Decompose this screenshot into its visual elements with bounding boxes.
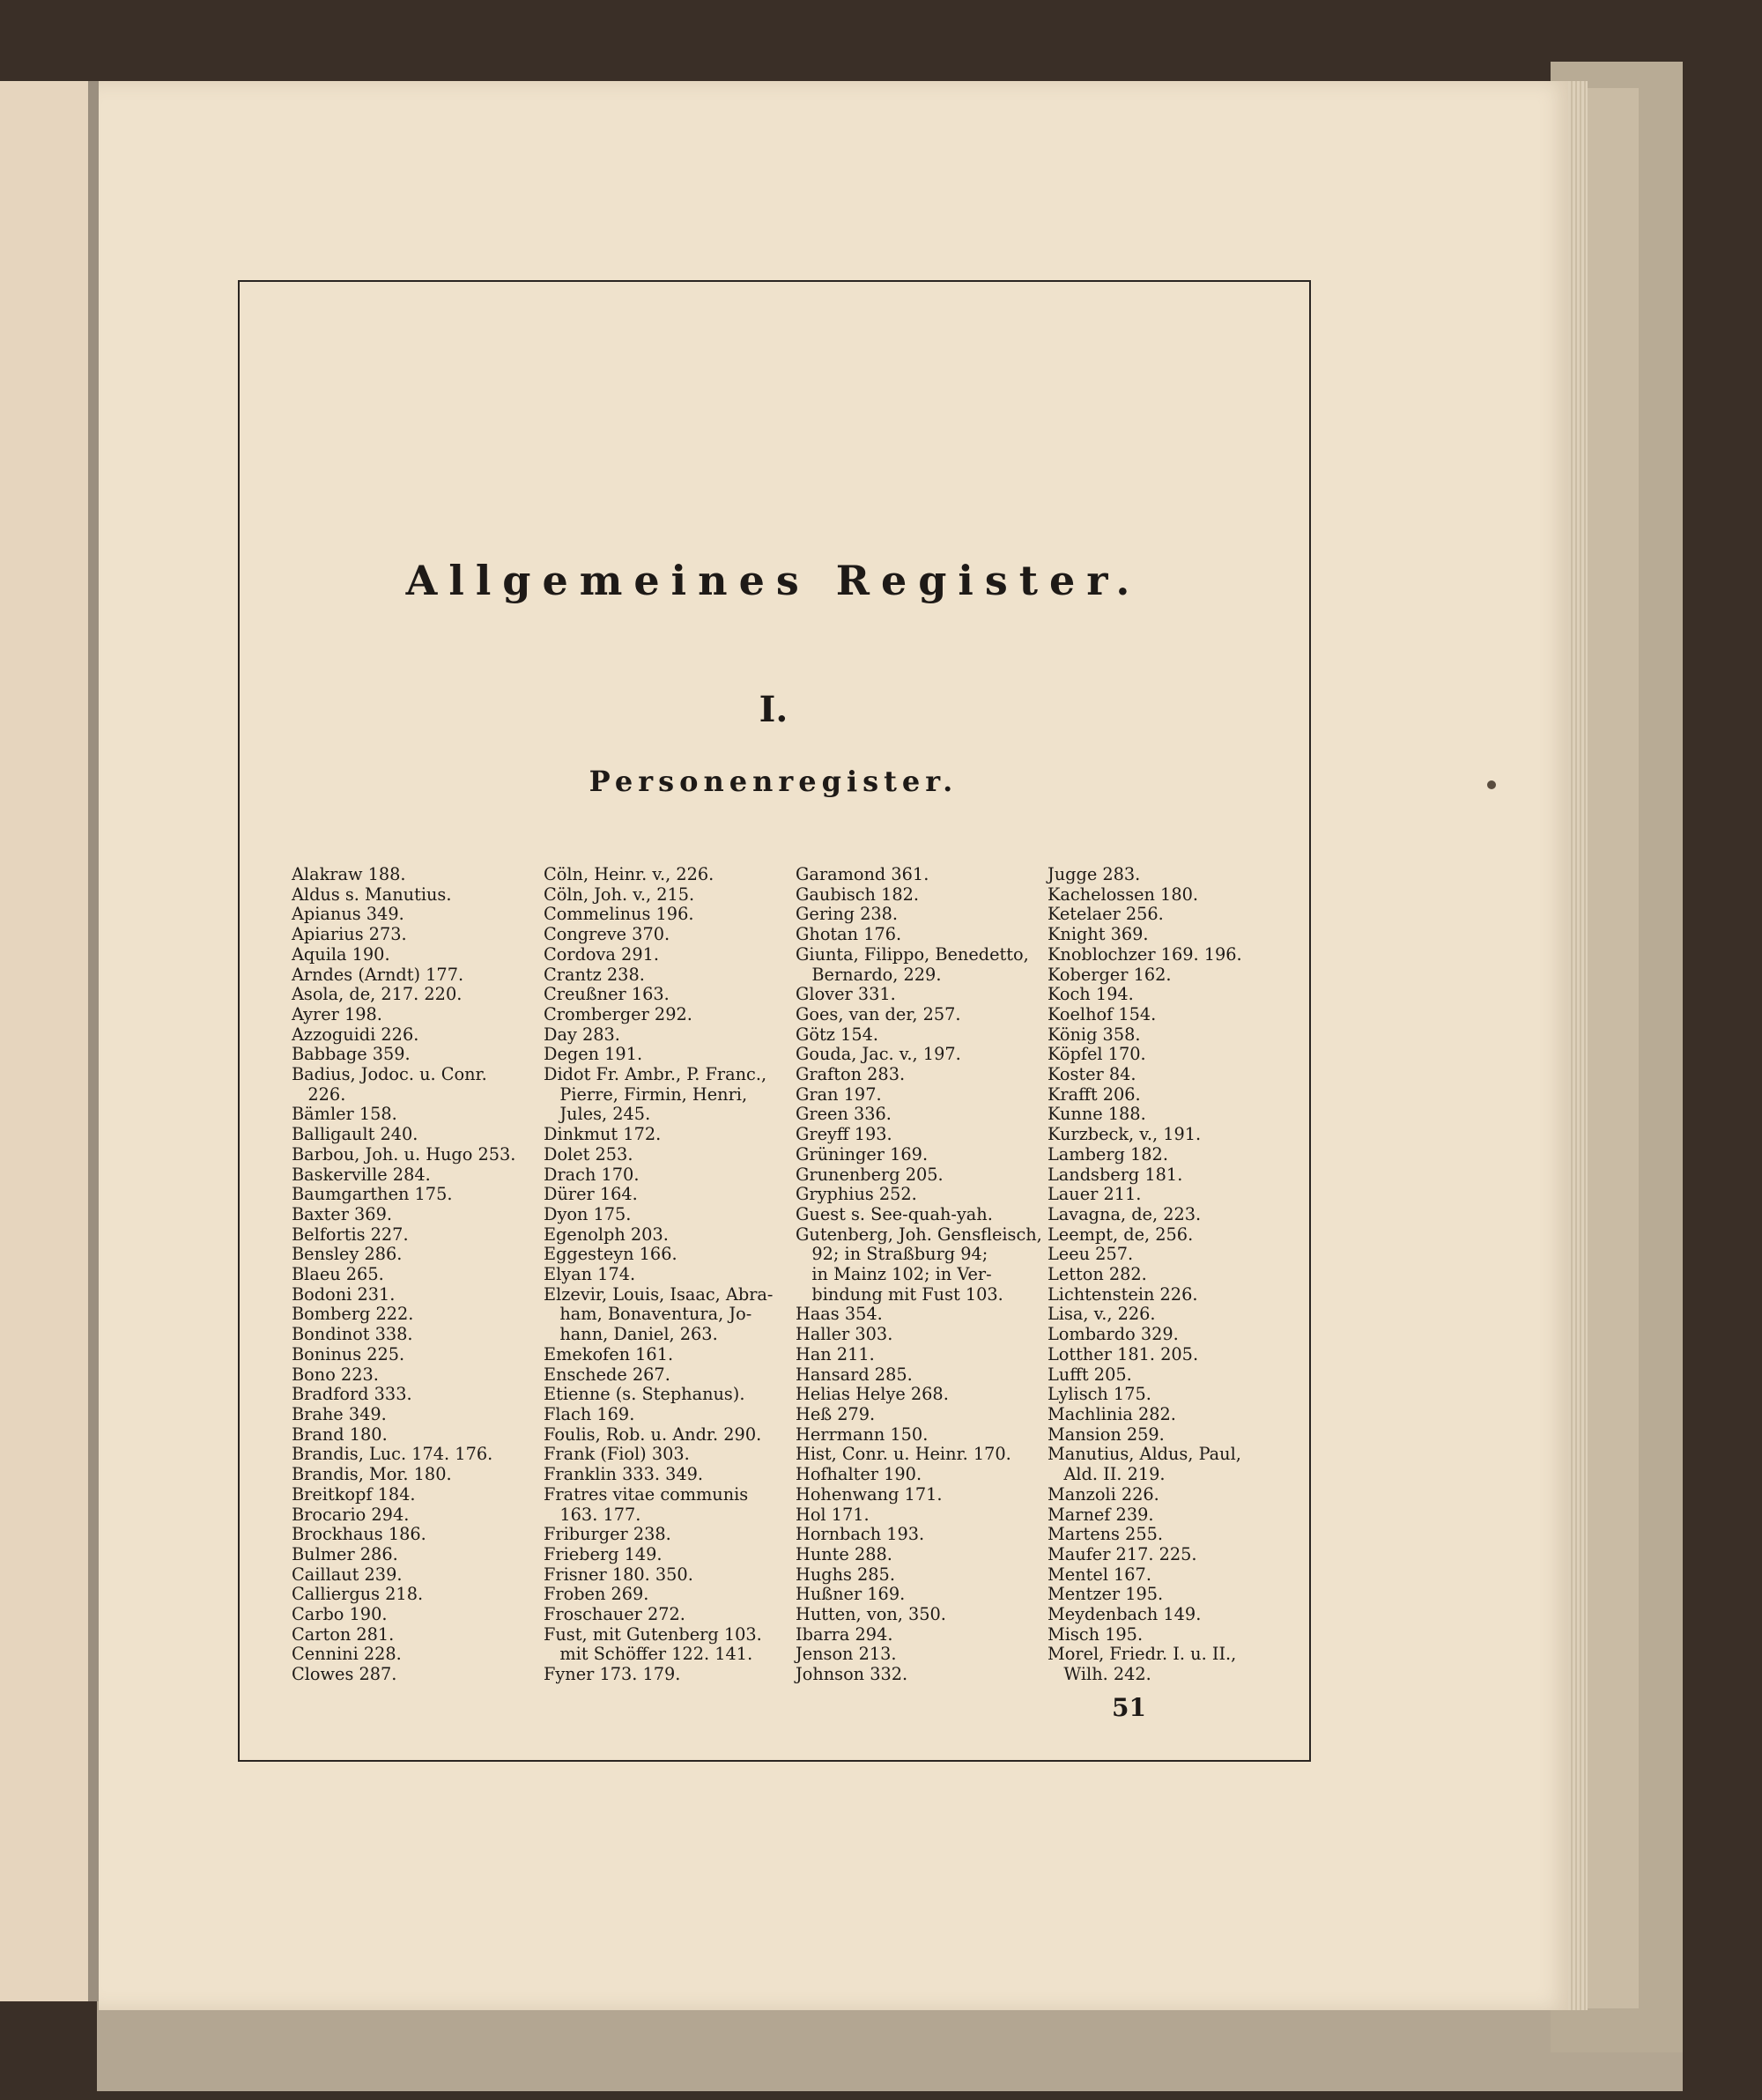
index-entry: Meydenbach 149. <box>1048 1604 1202 1625</box>
index-entry: Green 336. <box>796 1104 892 1125</box>
section-subtitle: Personenregister. <box>589 765 959 798</box>
index-entry: Bulmer 286. <box>292 1543 398 1564</box>
index-entry: Friburger 238. <box>544 1524 671 1545</box>
index-entry: Ibarra 294. <box>796 1623 893 1645</box>
index-entry: Wilh. 242. <box>1048 1664 1151 1685</box>
index-entry: Mansion 259. <box>1048 1423 1165 1445</box>
index-entry: Frieberg 149. <box>544 1543 663 1564</box>
index-entry: Gryphius 252. <box>796 1184 917 1205</box>
index-entry: Ayrer 198. <box>292 1003 382 1024</box>
index-entry: Froschauer 272. <box>544 1604 685 1625</box>
index-entry: Asola, de, 217. 220. <box>292 984 463 1005</box>
index-entry: Lichtenstein 226. <box>1048 1283 1198 1305</box>
index-entry: Aquila 190. <box>292 943 390 965</box>
index-entry: Jules, 245. <box>544 1104 651 1125</box>
index-entry: Brand 180. <box>292 1423 388 1445</box>
index-entry: Barbou, Joh. u. Hugo 253. <box>292 1143 516 1165</box>
index-entry: Blaeu 265. <box>292 1264 384 1285</box>
index-entry: Brocario 294. <box>292 1504 410 1525</box>
index-entry: Misch 195. <box>1048 1623 1144 1645</box>
index-entry: Fust, mit Gutenberg 103. <box>544 1623 762 1645</box>
index-entry: Enschede 267. <box>544 1364 670 1385</box>
index-entry: Hohenwang 171. <box>796 1483 943 1505</box>
index-entry: Badius, Jodoc. u. Conr. <box>292 1064 487 1085</box>
index-entry: Leempt, de, 256. <box>1048 1224 1194 1245</box>
index-entry: Knight 369. <box>1048 924 1149 945</box>
index-entry: Breitkopf 184. <box>292 1483 416 1505</box>
index-entry: Kurzbeck, v., 191. <box>1048 1124 1202 1145</box>
page-title: Allgemeines Register. <box>405 557 1142 604</box>
index-entry: 92; in Straßburg 94; <box>796 1244 988 1265</box>
index-entry: Flach 169. <box>544 1403 635 1424</box>
index-entry: Cromberger 292. <box>544 1003 692 1024</box>
index-entry: Hofhalter 190. <box>796 1464 922 1485</box>
index-entry: Gran 197. <box>796 1083 882 1105</box>
index-entry: Emekofen 161. <box>544 1343 674 1364</box>
index-entry: Pierre, Firmin, Henri, <box>544 1083 748 1105</box>
index-entry: Balligault 240. <box>292 1124 418 1145</box>
index-entry: Ketelaer 256. <box>1048 904 1164 925</box>
index-entry: Grafton 283. <box>796 1064 906 1085</box>
index-entry: Landsberg 181. <box>1048 1164 1183 1185</box>
index-entry: in Mainz 102; in Ver- <box>796 1264 992 1285</box>
index-entry: Bämler 158. <box>292 1104 397 1125</box>
index-entry: Froben 269. <box>544 1584 649 1605</box>
index-entry: 226. <box>292 1083 346 1105</box>
index-entry: Brockhaus 186. <box>292 1524 426 1545</box>
index-entry: Lamberg 182. <box>1048 1143 1168 1165</box>
index-entry: Boninus 225. <box>292 1343 405 1364</box>
index-entry: Hughs 285. <box>796 1564 895 1585</box>
index-entry: hann, Daniel, 263. <box>544 1324 718 1345</box>
index-entry: Cöln, Heinr. v., 226. <box>544 864 714 884</box>
index-entry: Lisa, v., 226. <box>1048 1304 1156 1325</box>
index-entry: Gouda, Jac. v., 197. <box>796 1044 961 1065</box>
index-entry: Kachelossen 180. <box>1048 884 1198 905</box>
left-page <box>0 81 91 2001</box>
index-entry: Creußner 163. <box>544 984 670 1005</box>
index-entry: Manutius, Aldus, Paul, <box>1048 1444 1241 1465</box>
index-entry: Frank (Fiol) 303. <box>544 1444 690 1465</box>
index-column-4 <box>1048 865 1299 1685</box>
index-entry: ham, Bonaventura, Jo- <box>544 1304 752 1325</box>
index-entry: Calliergus 218. <box>292 1584 424 1605</box>
index-entry: Hist, Conr. u. Heinr. 170. <box>796 1444 1011 1465</box>
index-entry: Ald. II. 219. <box>1048 1464 1166 1485</box>
index-entry: Guest s. See-quah-yah. <box>796 1203 993 1224</box>
index-column-2 <box>544 865 795 1685</box>
index-column-1 <box>292 865 543 1685</box>
index-entry: Drach 170. <box>544 1164 640 1185</box>
section-number: I. <box>759 689 788 730</box>
index-entry: Hunte 288. <box>796 1543 892 1564</box>
index-entry: Cordova 291. <box>544 943 659 965</box>
index-entry: Maufer 217. 225. <box>1048 1543 1197 1564</box>
page-edges <box>1568 81 1588 2010</box>
index-entry: Lombardo 329. <box>1048 1324 1179 1345</box>
index-entry: Grunenberg 205. <box>796 1164 944 1185</box>
index-entry: Greyff 193. <box>796 1124 892 1145</box>
index-entry: Kunne 188. <box>1048 1104 1146 1125</box>
index-entry: Lavagna, de, 223. <box>1048 1203 1202 1224</box>
index-entry: Bensley 286. <box>292 1244 403 1265</box>
index-entry: Martens 255. <box>1048 1524 1163 1545</box>
index-entry: Carton 281. <box>292 1623 395 1645</box>
index-entry: Koberger 162. <box>1048 964 1172 985</box>
index-entry: Lylisch 175. <box>1048 1384 1151 1405</box>
book-cover-bottom <box>97 2000 1683 2091</box>
index-entry: Dolet 253. <box>544 1143 633 1165</box>
index-entry: Garamond 361. <box>796 864 929 884</box>
paper-spot <box>1487 780 1496 789</box>
index-entry: Bodoni 231. <box>292 1283 396 1305</box>
index-entry: Götz 154. <box>796 1024 878 1045</box>
index-entry: Degen 191. <box>544 1044 643 1065</box>
index-entry: Dürer 164. <box>544 1184 638 1205</box>
index-entry: Caillaut 239. <box>292 1564 403 1585</box>
index-entry: Egenolph 203. <box>544 1224 669 1245</box>
index-entry: Carbo 190. <box>292 1604 388 1625</box>
index-entry: Ghotan 176. <box>796 924 902 945</box>
index-entry: Bomberg 222. <box>292 1304 414 1325</box>
index-entry: Haller 303. <box>796 1324 893 1345</box>
index-entry: Lufft 205. <box>1048 1364 1132 1385</box>
index-entry: Alakraw 188. <box>292 864 406 884</box>
index-entry: Helias Helye 268. <box>796 1384 949 1405</box>
index-entry: Fyner 173. 179. <box>544 1664 681 1685</box>
index-entry: Baumgarthen 175. <box>292 1184 453 1205</box>
index-entry: Herrmann 150. <box>796 1423 929 1445</box>
index-entry: Frisner 180. 350. <box>544 1564 693 1585</box>
index-entry: Didot Fr. Ambr., P. Franc., <box>544 1064 767 1085</box>
index-entry: Cennini 228. <box>292 1644 402 1665</box>
index-entry: 163. 177. <box>544 1504 641 1525</box>
index-entry: Koster 84. <box>1048 1064 1136 1085</box>
index-entry: Commelinus 196. <box>544 904 694 925</box>
page-number: 51 <box>1112 1693 1146 1722</box>
index-entry: Krafft 206. <box>1048 1083 1141 1105</box>
index-entry: Gaubisch 182. <box>796 884 919 905</box>
index-entry: Babbage 359. <box>292 1044 411 1065</box>
index-entry: Day 283. <box>544 1024 620 1045</box>
index-entry: Elzevir, Louis, Isaac, Abra- <box>544 1283 774 1305</box>
index-entry: Hußner 169. <box>796 1584 906 1605</box>
index-entry: Elyan 174. <box>544 1264 636 1285</box>
index-entry: Lauer 211. <box>1048 1184 1142 1205</box>
index-entry: Arndes (Arndt) 177. <box>292 964 464 985</box>
index-column-3 <box>796 865 1047 1685</box>
index-entry: Cöln, Joh. v., 215. <box>544 884 695 905</box>
index-entry: Baxter 369. <box>292 1203 392 1224</box>
index-entry: Fratres vitae communis <box>544 1483 749 1505</box>
index-entry: Haas 354. <box>796 1304 883 1325</box>
index-entry: Bono 223. <box>292 1364 379 1385</box>
index-entry: Goes, van der, 257. <box>796 1003 961 1024</box>
index-entry: Koelhof 154. <box>1048 1003 1157 1024</box>
index-entry: Hornbach 193. <box>796 1524 925 1545</box>
index-entry: Morel, Friedr. I. u. II., <box>1048 1644 1237 1665</box>
index-entry: Brandis, Luc. 174. 176. <box>292 1444 493 1465</box>
index-entry: Clowes 287. <box>292 1664 397 1685</box>
index-entry: Azzoguidi 226. <box>292 1024 419 1045</box>
index-entry: Aldus s. Manutius. <box>292 884 452 905</box>
index-entry: Gutenberg, Joh. Gensfleisch, <box>796 1224 1042 1245</box>
index-entry: Congreve 370. <box>544 924 670 945</box>
index-entry: Mentel 167. <box>1048 1564 1151 1585</box>
index-entry: Baskerville 284. <box>292 1164 431 1185</box>
index-entry: Etienne (s. Stephanus). <box>544 1384 745 1405</box>
index-entry: Dyon 175. <box>544 1203 632 1224</box>
index-entry: Giunta, Filippo, Benedetto, <box>796 943 1029 965</box>
index-entry: Apiarius 273. <box>292 924 407 945</box>
index-entry: Heß 279. <box>796 1403 876 1424</box>
index-entry: Koch 194. <box>1048 984 1134 1005</box>
index-entry: Köpfel 170. <box>1048 1044 1146 1065</box>
index-entry: Jenson 213. <box>796 1644 897 1665</box>
index-entry: Crantz 238. <box>544 964 645 985</box>
index-entry: Foulis, Rob. u. Andr. 290. <box>544 1423 762 1445</box>
index-entry: Hansard 285. <box>796 1364 913 1385</box>
index-entry: Brandis, Mor. 180. <box>292 1464 452 1485</box>
index-entry: Belfortis 227. <box>292 1224 409 1245</box>
index-entry: Grüninger 169. <box>796 1143 929 1165</box>
index-entry: Han 211. <box>796 1343 875 1364</box>
index-entry: Marnef 239. <box>1048 1504 1154 1525</box>
index-entry: Apianus 349. <box>292 904 404 925</box>
index-entry: Hutten, von, 350. <box>796 1604 946 1625</box>
index-entry: Dinkmut 172. <box>544 1124 662 1145</box>
index-entry: Eggesteyn 166. <box>544 1244 677 1265</box>
index-entry: bindung mit Fust 103. <box>796 1283 1003 1305</box>
index-entry: Manzoli 226. <box>1048 1483 1159 1505</box>
index-entry: Leeu 257. <box>1048 1244 1134 1265</box>
index-entry: Franklin 333. 349. <box>544 1464 704 1485</box>
book-gutter <box>88 81 99 2001</box>
index-entry: Mentzer 195. <box>1048 1584 1164 1605</box>
index-entry: Machlinia 282. <box>1048 1403 1176 1424</box>
index-entry: Knoblochzer 169. 196. <box>1048 943 1242 965</box>
index-entry: König 358. <box>1048 1024 1141 1045</box>
index-entry: Hol 171. <box>796 1504 870 1525</box>
index-entry: Johnson 332. <box>796 1664 908 1685</box>
index-entry: mit Schöffer 122. 141. <box>544 1644 753 1665</box>
index-entry: Jugge 283. <box>1048 864 1141 884</box>
index-entry: Bondinot 338. <box>292 1324 413 1345</box>
index-entry: Gering 238. <box>796 904 899 925</box>
index-entry: Brahe 349. <box>292 1403 387 1424</box>
index-entry: Letton 282. <box>1048 1264 1147 1285</box>
index-entry: Glover 331. <box>796 984 896 1005</box>
index-entry: Bernardo, 229. <box>796 964 942 985</box>
index-entry: Bradford 333. <box>292 1384 412 1405</box>
index-entry: Lotther 181. 205. <box>1048 1343 1199 1364</box>
